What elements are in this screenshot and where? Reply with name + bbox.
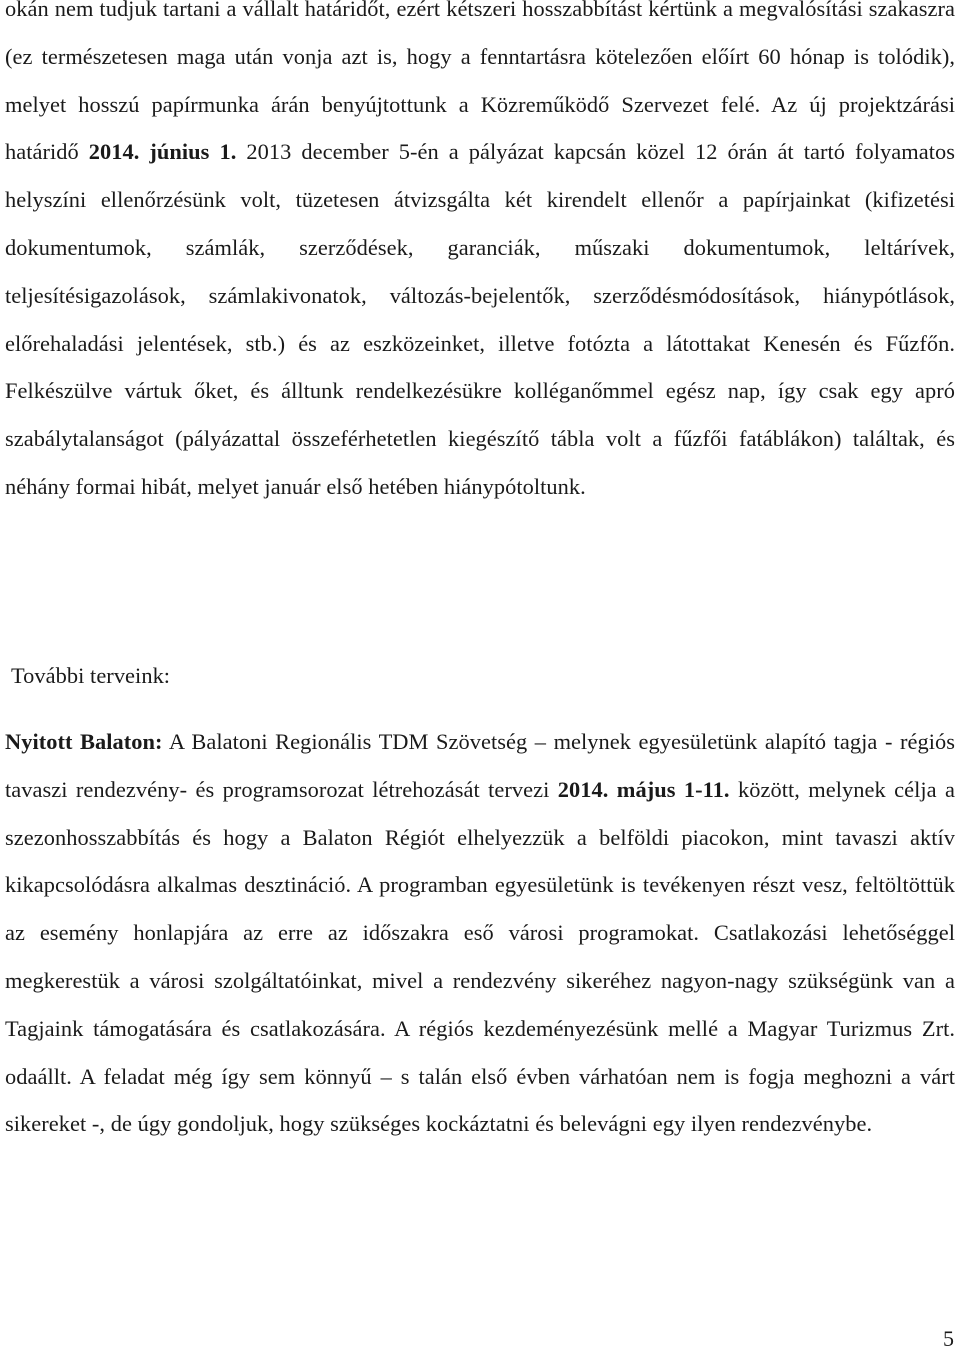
heading-text: További terveink: xyxy=(11,663,171,688)
page-number: 5 xyxy=(943,1326,954,1351)
event-dates: 2014. május 1-11. xyxy=(557,776,730,802)
paragraph-text: között, melynek célja a szezonhosszabbítás és hogy a Balaton Régiót elhelyezzük a belföldi piacokon, mint tavaszi aktív kikapcsolódásra alkalmas desztináció. A programban egyesületünk is tevékenyen részt vesz, feltöltöttük az esemény honlapjára az erre az időszakra eső városi programokat. Csatlakozási lehetőséggel megkerestük a városi szolgáltatóinkat, mivel a rendezvény sikeréhez nagyon-nagy szükségünk van a Tagjaink támogatására és csatlakozására. A régiós kezdeményezésünk mellé a Magyar Turizmus Zrt. odaállt. A feladat még így sem könnyű – s talán első évben várhatóan nem is fogja meghozni a várt sikereket -, de úgy gondoljuk, hogy szükséges kockáztatni és belevágni egy ilyen rendezvénybe. xyxy=(5,776,955,1137)
deadline-date: 2014. június 1. xyxy=(88,139,237,165)
paragraph-nyitott-balaton xyxy=(5,718,955,1148)
paragraph-text: okán nem tudjuk tartani a vállalt határidőt, ezért kétszeri hosszabbítást kértünk a megvalósítási szakaszra (ez természetesen maga után vonja azt is, hogy a fenntartásra kötelezően előírt 60 hónap is tolódik), melyet hosszú papírmunka árán benyújtottunk a Közreműködő Szervezet felé. Az új projektzárási határidő xyxy=(5,0,955,165)
paragraph-project-deadline xyxy=(5,0,955,511)
paragraph-text: 2013 december 5-én a pályázat kapcsán közel 12 órán át tartó folyamatos helyszíni ellenőrzésünk volt, tüzetesen átvizsgálta két kirendelt ellenőr a papírjainkat (kifizetési dokumentumok, számlák, szerződések, garanciák, műszaki dokumentumok, leltárívek, teljesítésigazolások, számlakivonatok, változás-bejelentők, szerződésmódosítások, hiánypótlások, előrehaladási jelentések, stb.) és az eszközeinket, illetve fotózta a látottakat Kenesén és Fűzfőn. Felkészülve vártuk őket, és álltunk rendelkezésükre kolléganőmmel egész nap, így csak egy apró szabálytalanságot (pályázattal összeférhetetlen kiegészítő tábla volt a fűzfői fatáblákon) találtak, és néhány formai hibát, melyet január első hetében hiánypótoltunk. xyxy=(5,139,955,499)
section-heading-further-plans xyxy=(5,652,955,700)
paragraph-text: A Balatoni Regionális TDM Szövetség – melynek egyesületünk alapító tagja - régiós tavaszi rendezvény- és programsorozat létrehozását tervezi xyxy=(5,729,956,802)
event-title: Nyitott Balaton: xyxy=(5,729,163,754)
